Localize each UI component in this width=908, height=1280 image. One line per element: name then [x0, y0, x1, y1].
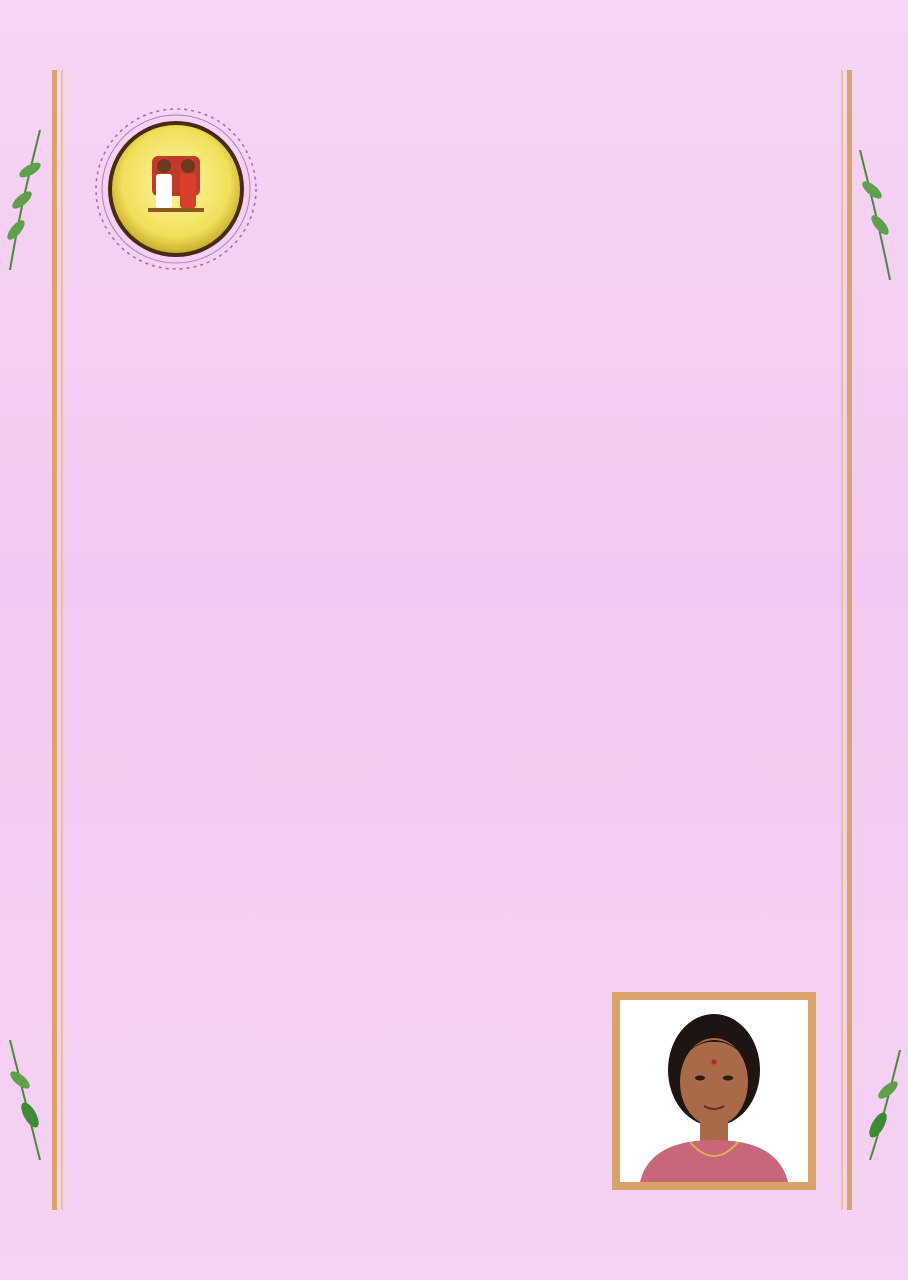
letter-body: [80, 296, 828, 340]
left-leaf-decoration: [0, 130, 70, 270]
deity-emblem: [86, 104, 266, 274]
right-leaf-decoration: [830, 150, 908, 280]
author-photo-frame: [612, 992, 816, 1190]
right-bottom-leaf-decoration: [850, 1050, 908, 1160]
left-bottom-leaf-decoration: [0, 1040, 70, 1160]
portrait-icon: [620, 1000, 808, 1182]
author-photo: [620, 1000, 808, 1182]
